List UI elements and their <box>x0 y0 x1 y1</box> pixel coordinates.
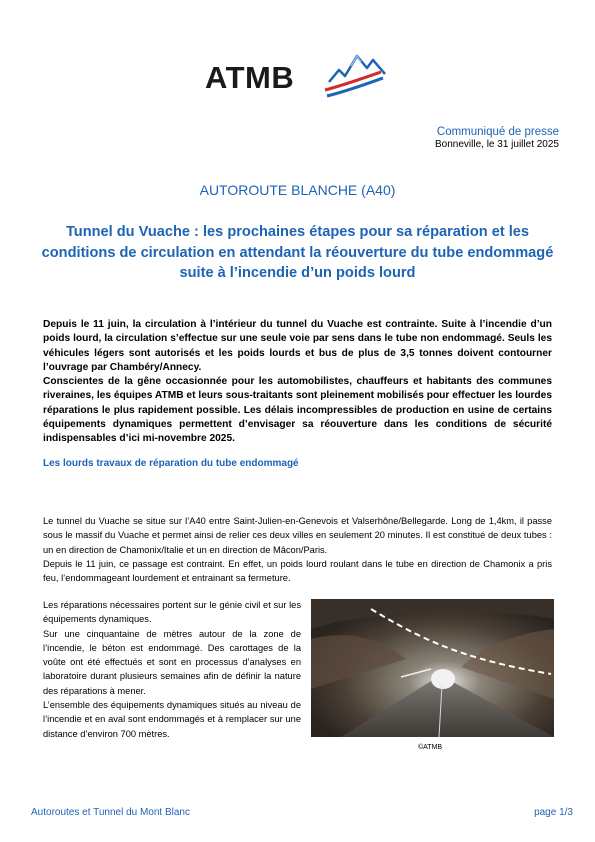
body-paragraph: Depuis le 11 juin, ce passage est contraint. En effet, un poids lourd roulant dans le tube en direction de Chamonix a pris feu, l’endommageant lourdement et entrainant sa fermeture. <box>43 558 552 584</box>
logo-wordmark: ATMB <box>205 60 295 95</box>
mountain-logo-icon <box>323 46 393 106</box>
kicker-title: AUTOROUTE BLANCHE (A40) <box>199 182 396 198</box>
lead-paragraph: Conscientes de la gêne occasionnée pour les automobilistes, chauffeurs et habitants des communes riveraines, les équipes ATMB et leurs sous-traitants sont pleinement mobilisés pour effectuer les lourdes réparations le plus rapidement possible. Les délais incompressibles de production en usine de certains équipements dynamiques permettent d’envisager sa réouverture dans les conditions de sécurité indispensables d’ici mi-novembre 2025. <box>43 376 552 445</box>
section-heading: Les lourds travaux de réparation du tube endommagé <box>43 458 299 469</box>
headline: Tunnel du Vuache : les prochaines étapes pour sa réparation et les conditions de circulation en attendant la réouverture du tube endommagé suite à l’incendie d’un poids lourd <box>41 224 554 281</box>
press-header <box>435 126 559 150</box>
body-paragraph: Les réparations nécessaires portent sur le génie civil et sur les équipements dynamiques. <box>43 600 301 625</box>
body-paragraph: L’ensemble des équipements dynamiques situés au niveau de l’incendie et en aval sont endommagés et à remplacer sur une distance d’environ 700 mètres. <box>43 700 301 739</box>
body-section-2 <box>43 598 301 741</box>
press-date: Bonneville, le 31 juillet 2025 <box>435 139 559 150</box>
footer-company: Autoroutes et Tunnel du Mont Blanc <box>31 807 190 818</box>
body-paragraph: Sur une cinquantaine de mètres autour de la zone de l’incendie, le béton est endommagé. Des carottages de la voûte ont été effectués et sont en processus d’analyses en laboratoire durant plusieurs semaines afin de définir la nature des réparations à mener. <box>43 628 301 696</box>
photo-credit: ©ATMB <box>418 744 443 751</box>
page-number: page 1/3 <box>534 807 573 818</box>
atmb-logo <box>205 46 390 106</box>
press-release-label: Communiqué de presse <box>436 126 559 138</box>
body-paragraph: Le tunnel du Vuache se situe sur l’A40 entre Saint-Julien-en-Genevois et Valserhône/Bellegarde. Long de 1,4km, il passe sous le massif du Vuache et permet ainsi de relier ces deux villes en seulement 20 minutes. Il est constitué de deux tubes : un en direction de Chamonix/Italie et un en direction de Mâcon/Paris. <box>43 516 552 555</box>
tunnel-photo <box>311 599 554 737</box>
lead-section <box>43 318 552 447</box>
body-section-1 <box>43 514 552 585</box>
lead-paragraph: Depuis le 11 juin, la circulation à l’intérieur du tunnel du Vuache est contrainte. Suite à l’incendie d’un poids lourd, la circulation s’effectue sur une seule voie par sens dans le tube non endommagé. Seuls les véhicules légers sont autorisés et les poids lourds et bus de plus de 3,5 tonnes doivent contourner l’ouvrage par Chambéry/Annecy. <box>43 319 552 373</box>
